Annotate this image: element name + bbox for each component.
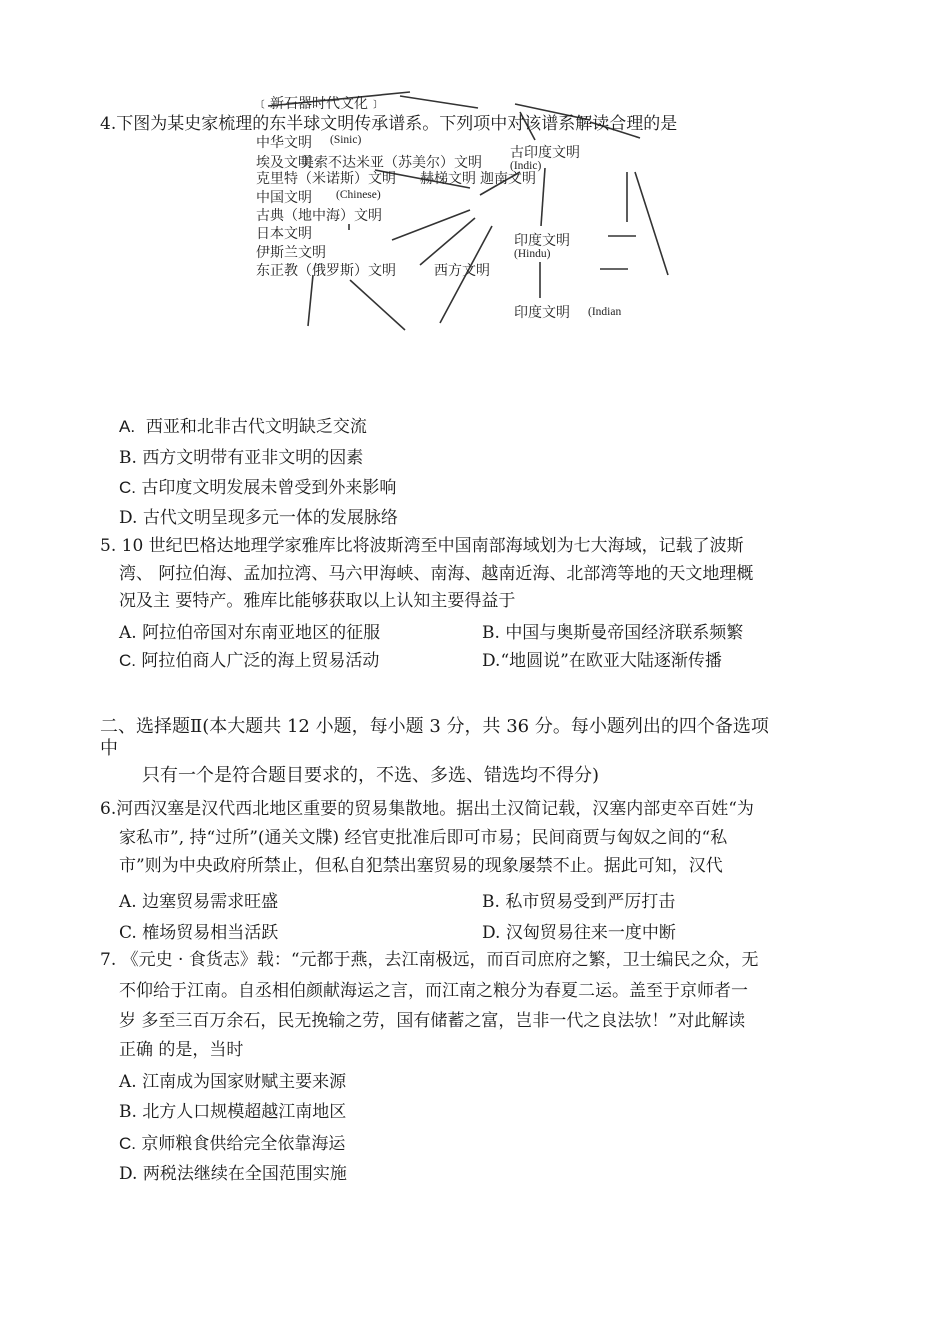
label-orthodox: 东正教（俄罗斯）文明 (256, 263, 396, 279)
label-indian: 印度文明 (514, 305, 570, 321)
q4-option-c[interactable]: C. 古印度文明发展未曾受到外来影响 (119, 478, 397, 498)
q7-line-2: 不仰给于江南。自丞相伯颜献海运之言，而江南之粮分为春夏二运。盖至于京师者一 (119, 981, 748, 1001)
label-chinese-en: (Chinese) (336, 189, 381, 201)
label-islam: 伊斯兰文明 (256, 245, 326, 261)
q7-option-c[interactable]: C. 京师粮食供给完全依靠海运 (119, 1134, 346, 1154)
label-hindu: 印度文明 (514, 233, 570, 249)
label-classical: 古典（地中海）文明 (256, 208, 382, 224)
label-mesopotamia: 美索不达米亚（苏美尔）文明 (300, 155, 482, 171)
label-hittite: 赫梯文明 (420, 171, 476, 187)
q6-option-a[interactable]: A. 边塞贸易需求旺盛 (119, 892, 279, 912)
q4-option-a[interactable]: A. 西亚和北非古代文明缺乏交流 (119, 417, 367, 437)
label-crete: 克里特（米诺斯）文明 (256, 171, 396, 187)
q7-line-4: 正确 的是，当时 (119, 1040, 244, 1060)
section-2-line-1: 二、选择题Ⅱ(本大题共 12 小题，每小题 3 分，共 36 分。每小题列出的四个备选项 (100, 716, 769, 737)
q6-option-c[interactable]: C. 榷场贸易相当活跃 (119, 923, 279, 943)
q4-stem: 4.下图为某史家梳理的东半球文明传承谱系。下列项中对该谱系解读合理的是 (100, 114, 678, 134)
q6-option-d[interactable]: D. 汉匈贸易往来一度中断 (482, 923, 676, 943)
q7-line-3: 岁 多至三百万余石，民无挽输之劳，国有储蓄之富，岂非一代之良法欤！”对此解读 (119, 1011, 746, 1031)
q7-line-1: 7. 《元史 · 食货志》载：“元都于燕，去江南极远，而百司庶府之繁，卫士编民之众，无 (100, 950, 759, 970)
q5-line-1: 5. 10 世纪巴格达地理学家雅库比将波斯湾至中国南部海域划为七大海域，记载了波斯 (100, 536, 744, 556)
q7-option-b[interactable]: B. 北方人口规模超越江南地区 (119, 1102, 347, 1122)
q6-line-1: 6.河西汉塞是汉代西北地区重要的贸易集散地。据出土汉简记载，汉塞内部吏卒百姓“为 (100, 799, 754, 819)
section-2-line-2: 中 (100, 738, 118, 759)
q6-line-3: 市”则为中央政府所禁止，但私自犯禁出塞贸易的现象屡禁不止。据此可知，汉代 (119, 856, 723, 876)
label-japan: 日本文明 (256, 226, 312, 242)
section-2-line-3: 只有一个是符合题目要求的，不选、多选、错选均不得分) (142, 765, 600, 786)
label-neolithic: ﹝新石器时代文化﹞ (256, 96, 382, 112)
label-hindu-en: (Hindu) (514, 248, 551, 260)
q5-option-a[interactable]: A. 阿拉伯帝国对东南亚地区的征服 (119, 623, 381, 643)
q7-option-a[interactable]: A. 江南成为国家财赋主要来源 (119, 1072, 347, 1092)
label-indic: 古印度文明 (510, 145, 580, 161)
q4-option-b[interactable]: B. 西方文明带有亚非文明的因素 (119, 448, 364, 468)
q5-line-2: 湾、 阿拉伯海、孟加拉湾、马六甲海峡、南海、越南近海、北部湾等地的天文地理概 (119, 564, 754, 584)
label-indian-en: (Indian (588, 306, 622, 318)
label-indic-en: (Indic) (510, 160, 542, 172)
q5-line-3: 况及主 要特产。雅库比能够获取以上认知主要得益于 (119, 591, 516, 611)
label-canaan: 迦南文明 (480, 171, 536, 187)
label-egypt: 埃及文明 (256, 155, 312, 171)
label-sinic-en: (Sinic) (330, 134, 362, 146)
q6-option-b[interactable]: B. 私市贸易受到严厉打击 (482, 892, 676, 912)
q4-option-d[interactable]: D. 古代文明呈现多元一体的发展脉络 (119, 508, 398, 528)
label-western: 西方文明 (434, 263, 490, 279)
q5-option-b[interactable]: B. 中国与奥斯曼帝国经济联系频繁 (482, 623, 744, 643)
q6-line-2: 家私市”, 持“过所”(通关文牒) 经官吏批准后即可市易；民间商贾与匈奴之间的“私 (119, 828, 728, 848)
label-sinic: 中华文明 (256, 135, 312, 151)
q5-option-c[interactable]: C. 阿拉伯商人广泛的海上贸易活动 (119, 651, 380, 671)
q7-option-d[interactable]: D. 两税法继续在全国范围实施 (119, 1164, 347, 1184)
label-chinese: 中国文明 (256, 190, 312, 206)
q5-option-d[interactable]: D.“地圆说”在欧亚大陆逐渐传播 (482, 651, 722, 671)
